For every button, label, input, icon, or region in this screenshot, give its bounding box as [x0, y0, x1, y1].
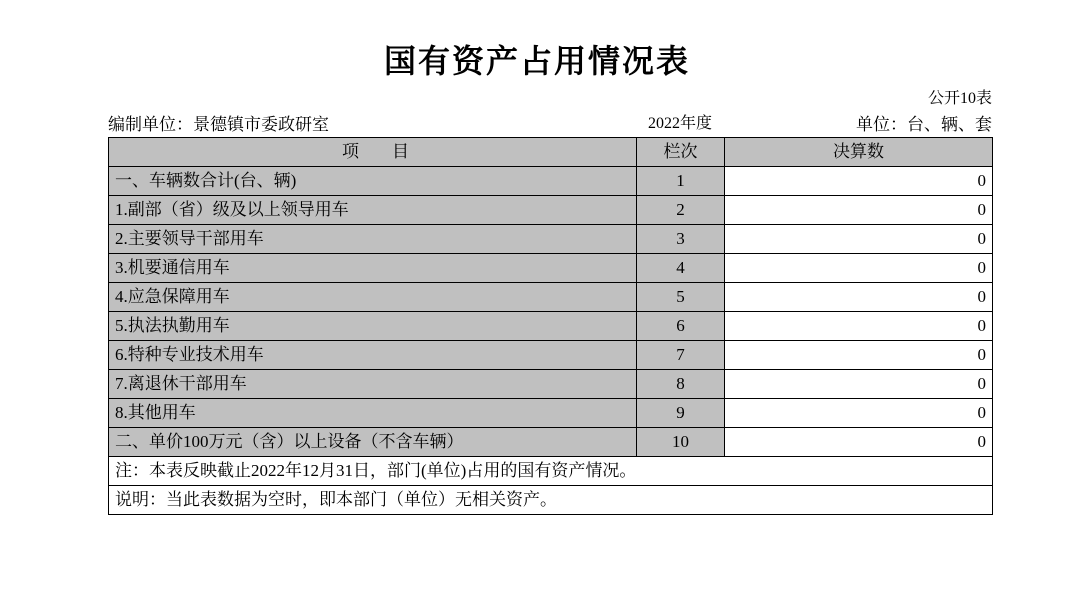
row-final-amount[interactable]: 0 [725, 341, 993, 370]
table-header-row [109, 138, 993, 167]
row-item-label: 一、车辆数合计(台、辆) [109, 167, 637, 196]
footnote-row [109, 486, 993, 515]
table-row [109, 254, 993, 283]
row-column-number: 6 [637, 312, 725, 341]
row-item-label: 4.应急保障用车 [109, 283, 637, 312]
row-final-amount[interactable]: 0 [725, 196, 993, 225]
row-final-amount[interactable]: 0 [725, 283, 993, 312]
header-column-no: 栏次 [637, 138, 725, 167]
row-item-label: 7.离退休干部用车 [109, 370, 637, 399]
row-column-number: 9 [637, 399, 725, 428]
asset-occupation-table [108, 137, 993, 515]
row-column-number: 7 [637, 341, 725, 370]
row-final-amount[interactable]: 0 [725, 428, 993, 457]
table-row [109, 370, 993, 399]
table-row [109, 283, 993, 312]
row-final-amount[interactable]: 0 [725, 312, 993, 341]
row-item-label: 8.其他用车 [109, 399, 637, 428]
table-row [109, 196, 993, 225]
row-column-number: 10 [637, 428, 725, 457]
page-title: 国有资产占用情况表 [383, 43, 690, 79]
table-row [109, 167, 993, 196]
row-column-number: 5 [637, 283, 725, 312]
row-item-label: 二、单价100万元（含）以上设备（不含车辆） [109, 428, 637, 457]
footnote-row [109, 457, 993, 486]
row-final-amount[interactable]: 0 [725, 167, 993, 196]
row-column-number: 8 [637, 370, 725, 399]
row-final-amount[interactable]: 0 [725, 254, 993, 283]
row-final-amount[interactable]: 0 [725, 370, 993, 399]
table-row [109, 225, 993, 254]
footnote-text: 注：本表反映截止2022年12月31日，部门(单位)占用的国有资产情况。 [109, 457, 993, 486]
row-column-number: 2 [637, 196, 725, 225]
row-item-label: 6.特种专业技术用车 [109, 341, 637, 370]
header-final-amount: 决算数 [725, 138, 993, 167]
row-item-label: 5.执法执勤用车 [109, 312, 637, 341]
fiscal-year-label: 2022年度 [648, 115, 713, 132]
row-column-number: 3 [637, 225, 725, 254]
footnote-text: 说明：当此表数据为空时，即本部门（单位）无相关资产。 [109, 486, 993, 515]
measure-unit-label: 单位：台、辆、套 [856, 115, 992, 134]
sheet-number: 公开10表 [927, 90, 992, 107]
row-column-number: 4 [637, 254, 725, 283]
row-item-label: 1.副部（省）级及以上领导用车 [109, 196, 637, 225]
row-item-label: 2.主要领导干部用车 [109, 225, 637, 254]
table-row [109, 428, 993, 457]
row-item-label: 3.机要通信用车 [109, 254, 637, 283]
table-row [109, 312, 993, 341]
compiler-unit-label: 编制单位：景德镇市委政研室 [108, 115, 329, 134]
row-final-amount[interactable]: 0 [725, 225, 993, 254]
meta-row [108, 110, 992, 132]
row-column-number: 1 [637, 167, 725, 196]
row-final-amount[interactable]: 0 [725, 399, 993, 428]
table-row [109, 341, 993, 370]
header-item: 项 目 [109, 138, 637, 167]
table-row [109, 399, 993, 428]
